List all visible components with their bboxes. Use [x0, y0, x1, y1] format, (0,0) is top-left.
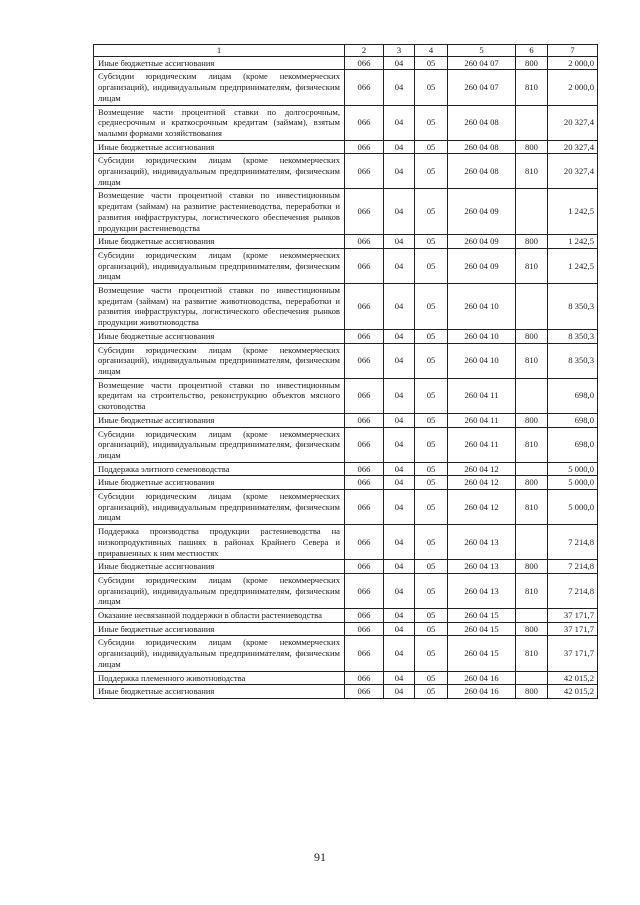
table-row: [94, 70, 598, 105]
row-description: Иные бюджетные ассигнования: [94, 235, 345, 249]
row-target-article: 260 04 11: [448, 427, 516, 462]
table-row: [94, 427, 598, 462]
row-ministry-code: 066: [345, 140, 384, 154]
row-description: Иные бюджетные ассигнования: [94, 56, 345, 70]
row-subsection-code: 05: [415, 490, 448, 525]
table-row: [94, 685, 598, 699]
row-expense-type: 810: [516, 490, 548, 525]
row-description: Возмещение части процентной ставки по долгосрочным, среднесрочным и краткосрочным кредитам (займам), взятым малыми формами хозяйствования: [94, 105, 345, 140]
row-section-code: 04: [384, 189, 415, 235]
row-subsection-code: 05: [415, 70, 448, 105]
row-expense-type: 810: [516, 573, 548, 608]
row-ministry-code: 066: [345, 490, 384, 525]
row-section-code: 04: [384, 427, 415, 462]
row-amount: 7 214,8: [548, 573, 598, 608]
row-expense-type: [516, 284, 548, 330]
row-target-article: 260 04 15: [448, 636, 516, 671]
row-description: Иные бюджетные ассигнования: [94, 685, 345, 699]
row-ministry-code: 066: [345, 413, 384, 427]
row-amount: 698,0: [548, 378, 598, 413]
row-amount: 2 000,0: [548, 70, 598, 105]
row-subsection-code: 05: [415, 56, 448, 70]
row-section-code: 04: [384, 56, 415, 70]
row-target-article: 260 04 16: [448, 671, 516, 685]
row-target-article: 260 04 13: [448, 573, 516, 608]
table-header-row: [94, 45, 598, 57]
row-ministry-code: 066: [345, 154, 384, 189]
row-target-article: 260 04 12: [448, 462, 516, 476]
row-section-code: 04: [384, 140, 415, 154]
row-expense-type: 800: [516, 235, 548, 249]
row-amount: 20 327,4: [548, 105, 598, 140]
row-target-article: 260 04 09: [448, 235, 516, 249]
row-ministry-code: 066: [345, 427, 384, 462]
row-amount: 698,0: [548, 427, 598, 462]
row-ministry-code: 066: [345, 671, 384, 685]
table-row: [94, 105, 598, 140]
row-amount: 8 350,3: [548, 329, 598, 343]
row-expense-type: 800: [516, 685, 548, 699]
row-expense-type: [516, 105, 548, 140]
row-expense-type: [516, 189, 548, 235]
row-description: Возмещение части процентной ставки по инвестиционным кредитам (займам) на развитие растениеводства, переработки и развития инфраструктуры, логистического обеспечения рынков продукции растениеводства: [94, 189, 345, 235]
row-description: Возмещение части процентной ставки по инвестиционным кредитам на строительство, реконструкцию объектов мясного скотоводства: [94, 378, 345, 413]
row-amount: 37 171,7: [548, 636, 598, 671]
row-description: Субсидии юридическим лицам (кроме некоммерческих организаций), индивидуальным предпринимателям, физическим лицам: [94, 70, 345, 105]
row-section-code: 04: [384, 70, 415, 105]
row-section-code: 04: [384, 235, 415, 249]
row-ministry-code: 066: [345, 636, 384, 671]
row-expense-type: 810: [516, 343, 548, 378]
row-ministry-code: 066: [345, 685, 384, 699]
table-row: [94, 284, 598, 330]
row-amount: 5 000,0: [548, 476, 598, 490]
header-col-1: 1: [94, 45, 345, 57]
table-row: [94, 154, 598, 189]
row-target-article: 260 04 13: [448, 560, 516, 574]
row-target-article: 260 04 15: [448, 609, 516, 623]
row-description: Иные бюджетные ассигнования: [94, 413, 345, 427]
row-target-article: 260 04 08: [448, 105, 516, 140]
header-col-5: 5: [448, 45, 516, 57]
header-col-7: 7: [548, 45, 598, 57]
row-description: Иные бюджетные ассигнования: [94, 622, 345, 636]
row-amount: 7 214,8: [548, 525, 598, 560]
row-section-code: 04: [384, 609, 415, 623]
row-amount: 1 242,5: [548, 189, 598, 235]
row-description: Иные бюджетные ассигнования: [94, 140, 345, 154]
row-subsection-code: 05: [415, 413, 448, 427]
row-description: Оказание несвязанной поддержки в области растениеводства: [94, 609, 345, 623]
row-ministry-code: 066: [345, 622, 384, 636]
row-description: Субсидии юридическим лицам (кроме некоммерческих организаций), индивидуальным предпринимателям, физическим лицам: [94, 636, 345, 671]
row-ministry-code: 066: [345, 235, 384, 249]
table-row: [94, 378, 598, 413]
row-subsection-code: 05: [415, 462, 448, 476]
row-section-code: 04: [384, 671, 415, 685]
row-amount: 20 327,4: [548, 154, 598, 189]
row-target-article: 260 04 09: [448, 248, 516, 283]
row-section-code: 04: [384, 343, 415, 378]
row-subsection-code: 05: [415, 636, 448, 671]
row-expense-type: 800: [516, 329, 548, 343]
row-subsection-code: 05: [415, 476, 448, 490]
header-col-6: 6: [516, 45, 548, 57]
row-ministry-code: 066: [345, 105, 384, 140]
row-amount: 37 171,7: [548, 622, 598, 636]
row-section-code: 04: [384, 685, 415, 699]
row-amount: 698,0: [548, 413, 598, 427]
row-amount: 37 171,7: [548, 609, 598, 623]
row-ministry-code: 066: [345, 560, 384, 574]
row-expense-type: 800: [516, 476, 548, 490]
table-row: [94, 189, 598, 235]
row-description: Субсидии юридическим лицам (кроме некоммерческих организаций), индивидуальным предпринимателям, физическим лицам: [94, 427, 345, 462]
row-amount: 20 327,4: [548, 140, 598, 154]
table-row: [94, 140, 598, 154]
row-ministry-code: 066: [345, 609, 384, 623]
row-amount: 8 350,3: [548, 284, 598, 330]
row-expense-type: [516, 671, 548, 685]
row-ministry-code: 066: [345, 525, 384, 560]
table-row: [94, 329, 598, 343]
row-subsection-code: 05: [415, 329, 448, 343]
table-row: [94, 636, 598, 671]
row-section-code: 04: [384, 154, 415, 189]
table-row: [94, 343, 598, 378]
row-subsection-code: 05: [415, 378, 448, 413]
row-target-article: 260 04 12: [448, 476, 516, 490]
row-target-article: 260 04 16: [448, 685, 516, 699]
row-subsection-code: 05: [415, 622, 448, 636]
row-ministry-code: 066: [345, 476, 384, 490]
row-ministry-code: 066: [345, 189, 384, 235]
row-section-code: 04: [384, 636, 415, 671]
table-row: [94, 671, 598, 685]
row-description: Субсидии юридическим лицам (кроме некоммерческих организаций), индивидуальным предпринимателям, физическим лицам: [94, 248, 345, 283]
row-expense-type: [516, 462, 548, 476]
header-col-4: 4: [415, 45, 448, 57]
row-target-article: 260 04 10: [448, 284, 516, 330]
row-description: Поддержка элитного семеноводства: [94, 462, 345, 476]
row-description: Иные бюджетные ассигнования: [94, 560, 345, 574]
row-target-article: 260 04 08: [448, 154, 516, 189]
row-section-code: 04: [384, 573, 415, 608]
row-amount: 42 015,2: [548, 671, 598, 685]
table-row: [94, 573, 598, 608]
row-subsection-code: 05: [415, 248, 448, 283]
row-section-code: 04: [384, 329, 415, 343]
row-expense-type: 800: [516, 622, 548, 636]
row-section-code: 04: [384, 622, 415, 636]
row-subsection-code: 05: [415, 343, 448, 378]
row-amount: 7 214,8: [548, 560, 598, 574]
row-subsection-code: 05: [415, 427, 448, 462]
row-subsection-code: 05: [415, 154, 448, 189]
row-section-code: 04: [384, 105, 415, 140]
table-row: [94, 462, 598, 476]
row-description: Иные бюджетные ассигнования: [94, 476, 345, 490]
row-target-article: 260 04 07: [448, 56, 516, 70]
row-expense-type: [516, 378, 548, 413]
row-expense-type: 810: [516, 636, 548, 671]
row-target-article: 260 04 08: [448, 140, 516, 154]
row-amount: 5 000,0: [548, 490, 598, 525]
row-ministry-code: 066: [345, 56, 384, 70]
header-col-2: 2: [345, 45, 384, 57]
row-expense-type: [516, 525, 548, 560]
row-section-code: 04: [384, 462, 415, 476]
row-section-code: 04: [384, 476, 415, 490]
row-amount: 2 000,0: [548, 56, 598, 70]
row-section-code: 04: [384, 560, 415, 574]
row-expense-type: 800: [516, 56, 548, 70]
table-row: [94, 525, 598, 560]
row-section-code: 04: [384, 248, 415, 283]
row-ministry-code: 066: [345, 329, 384, 343]
table-row: [94, 235, 598, 249]
row-target-article: 260 04 15: [448, 622, 516, 636]
row-subsection-code: 05: [415, 189, 448, 235]
header-col-3: 3: [384, 45, 415, 57]
row-amount: 8 350,3: [548, 343, 598, 378]
table-row: [94, 56, 598, 70]
row-expense-type: 800: [516, 560, 548, 574]
row-description: Возмещение части процентной ставки по инвестиционным кредитам (займам) на развитие животноводства, переработки и развития инфраструктуры, логистического обеспечения рынков продукции животноводства: [94, 284, 345, 330]
row-amount: 1 242,5: [548, 235, 598, 249]
row-expense-type: 810: [516, 70, 548, 105]
table-row: [94, 560, 598, 574]
row-subsection-code: 05: [415, 140, 448, 154]
row-target-article: 260 04 09: [448, 189, 516, 235]
row-description: Субсидии юридическим лицам (кроме некоммерческих организаций), индивидуальным предпринимателям, физическим лицам: [94, 573, 345, 608]
row-subsection-code: 05: [415, 671, 448, 685]
table-row: [94, 476, 598, 490]
row-target-article: 260 04 13: [448, 525, 516, 560]
row-target-article: 260 04 11: [448, 413, 516, 427]
row-ministry-code: 066: [345, 573, 384, 608]
row-expense-type: [516, 609, 548, 623]
row-ministry-code: 066: [345, 462, 384, 476]
row-target-article: 260 04 12: [448, 490, 516, 525]
row-ministry-code: 066: [345, 248, 384, 283]
row-section-code: 04: [384, 490, 415, 525]
row-expense-type: 800: [516, 413, 548, 427]
row-subsection-code: 05: [415, 235, 448, 249]
row-description: Субсидии юридическим лицам (кроме некоммерческих организаций), индивидуальным предпринимателям, физическим лицам: [94, 490, 345, 525]
budget-table: [93, 44, 598, 699]
row-ministry-code: 066: [345, 70, 384, 105]
row-section-code: 04: [384, 413, 415, 427]
row-description: Поддержка производства продукции растениеводства на низкопродуктивных пашнях в районах Крайнего Севера и приравненных к ним местностях: [94, 525, 345, 560]
table-row: [94, 622, 598, 636]
row-subsection-code: 05: [415, 573, 448, 608]
row-ministry-code: 066: [345, 378, 384, 413]
row-subsection-code: 05: [415, 609, 448, 623]
table-row: [94, 248, 598, 283]
row-expense-type: 810: [516, 427, 548, 462]
row-target-article: 260 04 10: [448, 329, 516, 343]
row-amount: 42 015,2: [548, 685, 598, 699]
row-target-article: 260 04 10: [448, 343, 516, 378]
row-amount: 5 000,0: [548, 462, 598, 476]
row-description: Иные бюджетные ассигнования: [94, 329, 345, 343]
row-amount: 1 242,5: [548, 248, 598, 283]
row-subsection-code: 05: [415, 560, 448, 574]
table-row: [94, 490, 598, 525]
row-section-code: 04: [384, 284, 415, 330]
row-ministry-code: 066: [345, 284, 384, 330]
row-subsection-code: 05: [415, 685, 448, 699]
row-subsection-code: 05: [415, 525, 448, 560]
row-section-code: 04: [384, 525, 415, 560]
row-description: Субсидии юридическим лицам (кроме некоммерческих организаций), индивидуальным предпринимателям, физическим лицам: [94, 154, 345, 189]
row-description: Поддержка племенного животноводства: [94, 671, 345, 685]
row-expense-type: 810: [516, 248, 548, 283]
table-row: [94, 609, 598, 623]
table-row: [94, 413, 598, 427]
row-description: Субсидии юридическим лицам (кроме некоммерческих организаций), индивидуальным предпринимателям, физическим лицам: [94, 343, 345, 378]
row-subsection-code: 05: [415, 284, 448, 330]
row-target-article: 260 04 11: [448, 378, 516, 413]
row-section-code: 04: [384, 378, 415, 413]
row-expense-type: 800: [516, 140, 548, 154]
row-subsection-code: 05: [415, 105, 448, 140]
budget-table-body: [94, 45, 598, 699]
page-number: 91: [314, 850, 326, 864]
row-target-article: 260 04 07: [448, 70, 516, 105]
row-expense-type: 810: [516, 154, 548, 189]
row-ministry-code: 066: [345, 343, 384, 378]
